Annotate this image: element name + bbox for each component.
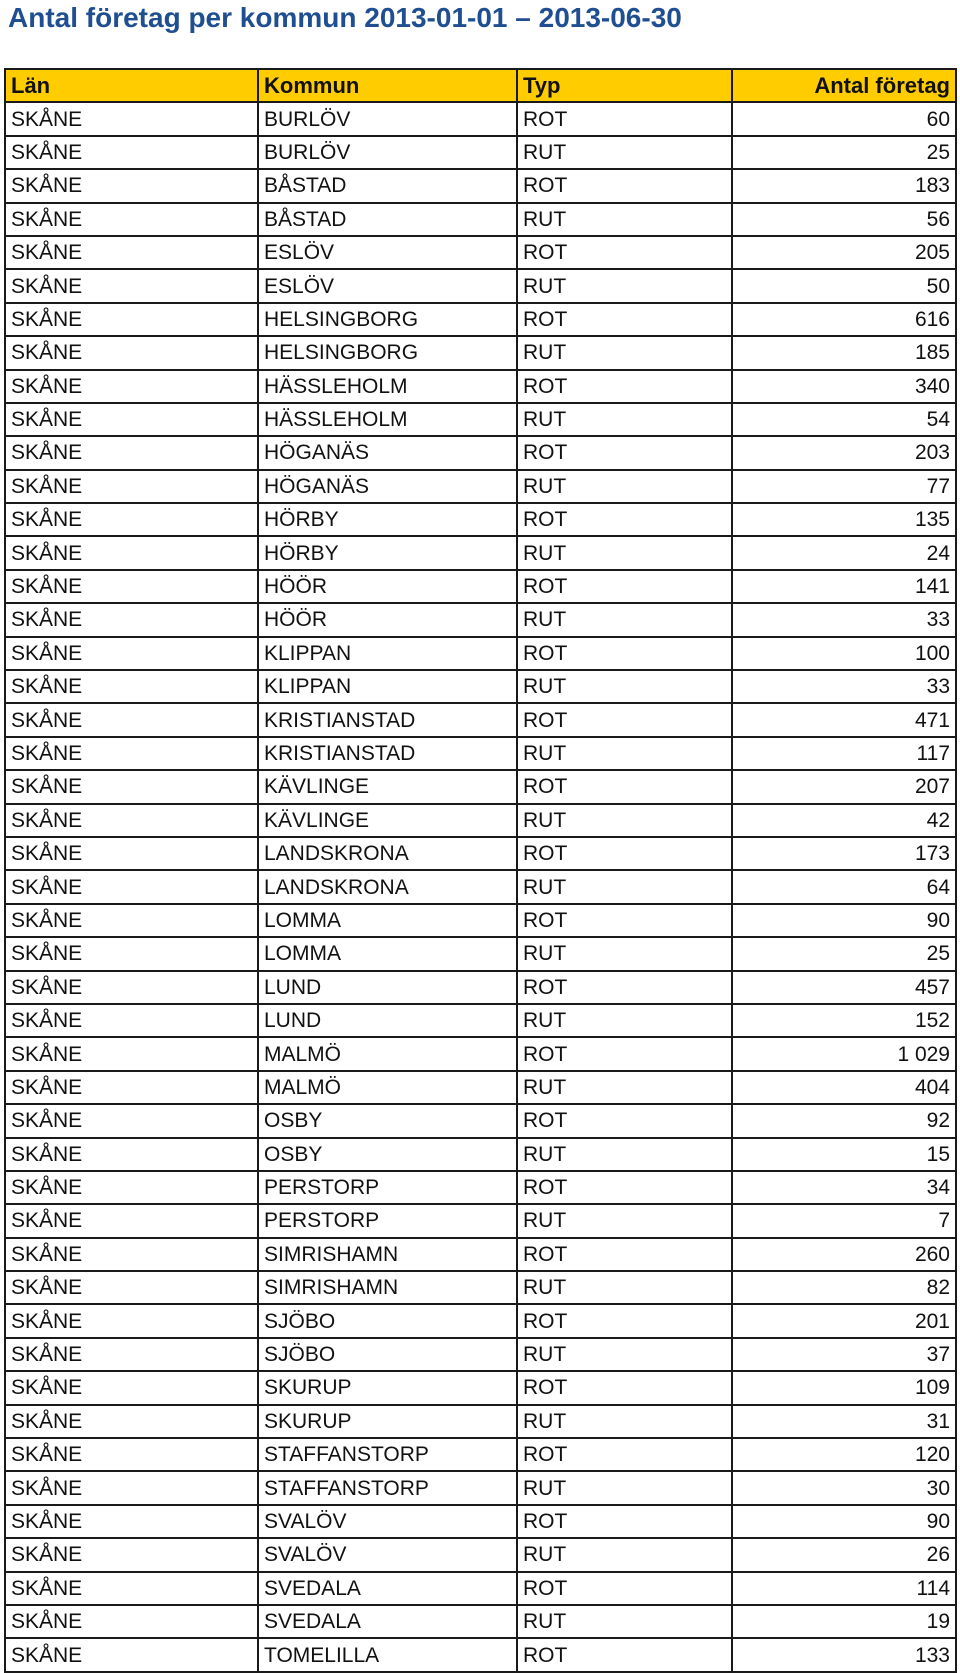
cell-kommun: KLIPPAN xyxy=(258,637,517,670)
table-row xyxy=(5,870,956,903)
cell-antal-foretag: 203 xyxy=(732,436,956,469)
cell-kommun: BURLÖV xyxy=(258,102,517,135)
cell-kommun: KLIPPAN xyxy=(258,670,517,703)
cell-antal-foretag: 34 xyxy=(732,1171,956,1204)
cell-typ: ROT xyxy=(517,904,732,937)
cell-kommun: HÄSSLEHOLM xyxy=(258,403,517,436)
cell-lan: SKÅNE xyxy=(5,1505,258,1538)
column-header-kommun: Kommun xyxy=(258,69,517,102)
cell-typ: ROT xyxy=(517,703,732,736)
column-header-typ: Typ xyxy=(517,69,732,102)
cell-lan: SKÅNE xyxy=(5,1171,258,1204)
cell-typ: RUT xyxy=(517,1004,732,1037)
cell-lan: SKÅNE xyxy=(5,336,258,369)
cell-kommun: HÖÖR xyxy=(258,570,517,603)
table-row xyxy=(5,169,956,202)
cell-antal-foretag: 90 xyxy=(732,1505,956,1538)
table-row xyxy=(5,1438,956,1471)
cell-lan: SKÅNE xyxy=(5,536,258,569)
cell-lan: SKÅNE xyxy=(5,236,258,269)
cell-lan: SKÅNE xyxy=(5,1104,258,1137)
cell-lan: SKÅNE xyxy=(5,370,258,403)
cell-typ: RUT xyxy=(517,870,732,903)
cell-kommun: STAFFANSTORP xyxy=(258,1438,517,1471)
cell-lan: SKÅNE xyxy=(5,269,258,302)
cell-kommun: MALMÖ xyxy=(258,1071,517,1104)
table-row xyxy=(5,102,956,135)
cell-typ: RUT xyxy=(517,1605,732,1638)
cell-typ: RUT xyxy=(517,1138,732,1171)
cell-lan: SKÅNE xyxy=(5,1371,258,1404)
cell-typ: ROT xyxy=(517,303,732,336)
cell-lan: SKÅNE xyxy=(5,503,258,536)
cell-typ: RUT xyxy=(517,336,732,369)
cell-kommun: BÅSTAD xyxy=(258,203,517,236)
table-row xyxy=(5,203,956,236)
cell-lan: SKÅNE xyxy=(5,1138,258,1171)
company-count-table xyxy=(4,68,957,1673)
cell-lan: SKÅNE xyxy=(5,1471,258,1504)
column-header-lan: Län xyxy=(5,69,258,102)
cell-kommun: ESLÖV xyxy=(258,269,517,302)
cell-typ: ROT xyxy=(517,1304,732,1337)
cell-kommun: SVEDALA xyxy=(258,1605,517,1638)
cell-typ: ROT xyxy=(517,236,732,269)
cell-typ: ROT xyxy=(517,637,732,670)
table-row xyxy=(5,370,956,403)
table-row xyxy=(5,1004,956,1037)
table-row xyxy=(5,1304,956,1337)
cell-lan: SKÅNE xyxy=(5,1638,258,1671)
cell-antal-foretag: 19 xyxy=(732,1605,956,1638)
cell-lan: SKÅNE xyxy=(5,1405,258,1438)
table-row xyxy=(5,1371,956,1404)
cell-antal-foretag: 616 xyxy=(732,303,956,336)
cell-lan: SKÅNE xyxy=(5,837,258,870)
table-row xyxy=(5,804,956,837)
cell-kommun: LUND xyxy=(258,971,517,1004)
cell-kommun: HELSINGBORG xyxy=(258,336,517,369)
cell-antal-foretag: 120 xyxy=(732,1438,956,1471)
cell-antal-foretag: 201 xyxy=(732,1304,956,1337)
table-row xyxy=(5,703,956,736)
cell-typ: ROT xyxy=(517,370,732,403)
cell-lan: SKÅNE xyxy=(5,971,258,1004)
cell-typ: RUT xyxy=(517,1204,732,1237)
table-row xyxy=(5,1204,956,1237)
cell-lan: SKÅNE xyxy=(5,770,258,803)
cell-antal-foretag: 82 xyxy=(732,1271,956,1304)
cell-lan: SKÅNE xyxy=(5,904,258,937)
cell-typ: RUT xyxy=(517,1071,732,1104)
cell-typ: ROT xyxy=(517,837,732,870)
cell-lan: SKÅNE xyxy=(5,1572,258,1605)
cell-antal-foretag: 33 xyxy=(732,603,956,636)
cell-antal-foretag: 56 xyxy=(732,203,956,236)
table-row xyxy=(5,1271,956,1304)
cell-kommun: PERSTORP xyxy=(258,1204,517,1237)
cell-typ: ROT xyxy=(517,971,732,1004)
cell-antal-foretag: 77 xyxy=(732,470,956,503)
cell-kommun: OSBY xyxy=(258,1104,517,1137)
cell-kommun: SVEDALA xyxy=(258,1572,517,1605)
table-header xyxy=(5,69,956,102)
cell-antal-foretag: 90 xyxy=(732,904,956,937)
page-title: Antal företag per kommun 2013-01-01 – 2013-06-30 xyxy=(8,2,682,33)
cell-antal-foretag: 205 xyxy=(732,236,956,269)
table-row xyxy=(5,269,956,302)
cell-antal-foretag: 25 xyxy=(732,937,956,970)
table-row xyxy=(5,1538,956,1571)
cell-antal-foretag: 471 xyxy=(732,703,956,736)
cell-antal-foretag: 260 xyxy=(732,1238,956,1271)
cell-kommun: LUND xyxy=(258,1004,517,1037)
cell-antal-foretag: 340 xyxy=(732,370,956,403)
cell-lan: SKÅNE xyxy=(5,1605,258,1638)
table-row xyxy=(5,770,956,803)
cell-typ: RUT xyxy=(517,1271,732,1304)
cell-typ: ROT xyxy=(517,770,732,803)
table-row xyxy=(5,470,956,503)
cell-kommun: LOMMA xyxy=(258,904,517,937)
table-row xyxy=(5,1037,956,1070)
cell-typ: ROT xyxy=(517,1638,732,1671)
table-row xyxy=(5,1405,956,1438)
cell-kommun: SKURUP xyxy=(258,1371,517,1404)
cell-typ: RUT xyxy=(517,804,732,837)
cell-typ: ROT xyxy=(517,436,732,469)
cell-kommun: KRISTIANSTAD xyxy=(258,737,517,770)
cell-kommun: BÅSTAD xyxy=(258,169,517,202)
cell-lan: SKÅNE xyxy=(5,570,258,603)
cell-kommun: HÖGANÄS xyxy=(258,470,517,503)
cell-antal-foretag: 117 xyxy=(732,737,956,770)
cell-antal-foretag: 54 xyxy=(732,403,956,436)
cell-typ: RUT xyxy=(517,203,732,236)
cell-kommun: HELSINGBORG xyxy=(258,303,517,336)
cell-lan: SKÅNE xyxy=(5,1238,258,1271)
cell-antal-foretag: 37 xyxy=(732,1338,956,1371)
table-row xyxy=(5,603,956,636)
cell-lan: SKÅNE xyxy=(5,737,258,770)
cell-typ: RUT xyxy=(517,403,732,436)
table-row xyxy=(5,971,956,1004)
cell-lan: SKÅNE xyxy=(5,1271,258,1304)
cell-antal-foretag: 7 xyxy=(732,1204,956,1237)
cell-antal-foretag: 135 xyxy=(732,503,956,536)
table-row xyxy=(5,1338,956,1371)
cell-antal-foretag: 207 xyxy=(732,770,956,803)
cell-antal-foretag: 173 xyxy=(732,837,956,870)
table-row xyxy=(5,536,956,569)
cell-antal-foretag: 26 xyxy=(732,1538,956,1571)
cell-typ: ROT xyxy=(517,570,732,603)
table-row xyxy=(5,1071,956,1104)
cell-kommun: MALMÖ xyxy=(258,1037,517,1070)
cell-lan: SKÅNE xyxy=(5,937,258,970)
cell-typ: ROT xyxy=(517,1371,732,1404)
cell-lan: SKÅNE xyxy=(5,203,258,236)
cell-kommun: SVALÖV xyxy=(258,1538,517,1571)
cell-kommun: LANDSKRONA xyxy=(258,837,517,870)
cell-kommun: SKURUP xyxy=(258,1405,517,1438)
table-row xyxy=(5,1505,956,1538)
cell-typ: ROT xyxy=(517,1104,732,1137)
cell-kommun: SIMRISHAMN xyxy=(258,1271,517,1304)
table-row xyxy=(5,303,956,336)
cell-antal-foretag: 404 xyxy=(732,1071,956,1104)
cell-lan: SKÅNE xyxy=(5,1538,258,1571)
cell-lan: SKÅNE xyxy=(5,804,258,837)
cell-lan: SKÅNE xyxy=(5,1204,258,1237)
cell-antal-foretag: 50 xyxy=(732,269,956,302)
table-row xyxy=(5,136,956,169)
cell-antal-foretag: 33 xyxy=(732,670,956,703)
cell-typ: RUT xyxy=(517,1471,732,1504)
table-row xyxy=(5,904,956,937)
table-row xyxy=(5,1471,956,1504)
table-row xyxy=(5,737,956,770)
cell-lan: SKÅNE xyxy=(5,102,258,135)
cell-antal-foretag: 185 xyxy=(732,336,956,369)
cell-lan: SKÅNE xyxy=(5,670,258,703)
cell-typ: ROT xyxy=(517,102,732,135)
cell-typ: RUT xyxy=(517,470,732,503)
cell-lan: SKÅNE xyxy=(5,1304,258,1337)
cell-lan: SKÅNE xyxy=(5,303,258,336)
cell-typ: ROT xyxy=(517,169,732,202)
table-row xyxy=(5,403,956,436)
cell-kommun: KÄVLINGE xyxy=(258,770,517,803)
table-row xyxy=(5,1572,956,1605)
cell-typ: RUT xyxy=(517,1538,732,1571)
cell-antal-foretag: 141 xyxy=(732,570,956,603)
cell-lan: SKÅNE xyxy=(5,703,258,736)
cell-typ: RUT xyxy=(517,603,732,636)
cell-typ: ROT xyxy=(517,503,732,536)
cell-antal-foretag: 15 xyxy=(732,1138,956,1171)
cell-lan: SKÅNE xyxy=(5,637,258,670)
cell-lan: SKÅNE xyxy=(5,403,258,436)
cell-kommun: LOMMA xyxy=(258,937,517,970)
cell-lan: SKÅNE xyxy=(5,603,258,636)
cell-lan: SKÅNE xyxy=(5,436,258,469)
cell-lan: SKÅNE xyxy=(5,1037,258,1070)
cell-kommun: HÖÖR xyxy=(258,603,517,636)
cell-antal-foretag: 1 029 xyxy=(732,1037,956,1070)
cell-kommun: OSBY xyxy=(258,1138,517,1171)
cell-typ: ROT xyxy=(517,1171,732,1204)
cell-lan: SKÅNE xyxy=(5,136,258,169)
table-row xyxy=(5,570,956,603)
cell-typ: RUT xyxy=(517,670,732,703)
cell-typ: RUT xyxy=(517,136,732,169)
table-row xyxy=(5,1605,956,1638)
table-row xyxy=(5,1104,956,1137)
cell-typ: ROT xyxy=(517,1238,732,1271)
cell-antal-foretag: 109 xyxy=(732,1371,956,1404)
table-row xyxy=(5,236,956,269)
cell-typ: ROT xyxy=(517,1572,732,1605)
cell-kommun: ESLÖV xyxy=(258,236,517,269)
cell-lan: SKÅNE xyxy=(5,1071,258,1104)
cell-typ: ROT xyxy=(517,1438,732,1471)
header-row xyxy=(5,69,956,102)
cell-kommun: BURLÖV xyxy=(258,136,517,169)
cell-kommun: KÄVLINGE xyxy=(258,804,517,837)
cell-kommun: KRISTIANSTAD xyxy=(258,703,517,736)
table-row xyxy=(5,670,956,703)
cell-lan: SKÅNE xyxy=(5,1438,258,1471)
cell-antal-foretag: 64 xyxy=(732,870,956,903)
cell-kommun: HÄSSLEHOLM xyxy=(258,370,517,403)
cell-typ: ROT xyxy=(517,1037,732,1070)
table-body xyxy=(5,102,956,1671)
cell-kommun: SIMRISHAMN xyxy=(258,1238,517,1271)
cell-lan: SKÅNE xyxy=(5,470,258,503)
cell-lan: SKÅNE xyxy=(5,1004,258,1037)
cell-typ: ROT xyxy=(517,1505,732,1538)
cell-kommun: HÖGANÄS xyxy=(258,436,517,469)
cell-antal-foretag: 31 xyxy=(732,1405,956,1438)
table-row xyxy=(5,436,956,469)
table-row xyxy=(5,637,956,670)
cell-antal-foretag: 60 xyxy=(732,102,956,135)
cell-lan: SKÅNE xyxy=(5,870,258,903)
cell-kommun: LANDSKRONA xyxy=(258,870,517,903)
column-header-antal-foretag: Antal företag xyxy=(732,69,956,102)
cell-antal-foretag: 457 xyxy=(732,971,956,1004)
cell-antal-foretag: 30 xyxy=(732,1471,956,1504)
cell-antal-foretag: 133 xyxy=(732,1638,956,1671)
table-row xyxy=(5,837,956,870)
cell-antal-foretag: 183 xyxy=(732,169,956,202)
cell-typ: RUT xyxy=(517,536,732,569)
table-row xyxy=(5,1138,956,1171)
table-row xyxy=(5,937,956,970)
cell-lan: SKÅNE xyxy=(5,169,258,202)
cell-kommun: HÖRBY xyxy=(258,536,517,569)
cell-antal-foretag: 42 xyxy=(732,804,956,837)
cell-kommun: PERSTORP xyxy=(258,1171,517,1204)
cell-typ: RUT xyxy=(517,937,732,970)
cell-kommun: TOMELILLA xyxy=(258,1638,517,1671)
cell-antal-foretag: 25 xyxy=(732,136,956,169)
cell-antal-foretag: 24 xyxy=(732,536,956,569)
cell-typ: RUT xyxy=(517,737,732,770)
table-row xyxy=(5,336,956,369)
table-row xyxy=(5,1638,956,1671)
table-row xyxy=(5,1238,956,1271)
table-row xyxy=(5,1171,956,1204)
cell-kommun: SJÖBO xyxy=(258,1304,517,1337)
cell-kommun: SVALÖV xyxy=(258,1505,517,1538)
cell-antal-foretag: 92 xyxy=(732,1104,956,1137)
cell-lan: SKÅNE xyxy=(5,1338,258,1371)
table-row xyxy=(5,503,956,536)
cell-antal-foretag: 100 xyxy=(732,637,956,670)
cell-kommun: HÖRBY xyxy=(258,503,517,536)
cell-antal-foretag: 114 xyxy=(732,1572,956,1605)
cell-typ: RUT xyxy=(517,269,732,302)
cell-kommun: STAFFANSTORP xyxy=(258,1471,517,1504)
cell-antal-foretag: 152 xyxy=(732,1004,956,1037)
cell-typ: RUT xyxy=(517,1338,732,1371)
cell-typ: RUT xyxy=(517,1405,732,1438)
cell-kommun: SJÖBO xyxy=(258,1338,517,1371)
